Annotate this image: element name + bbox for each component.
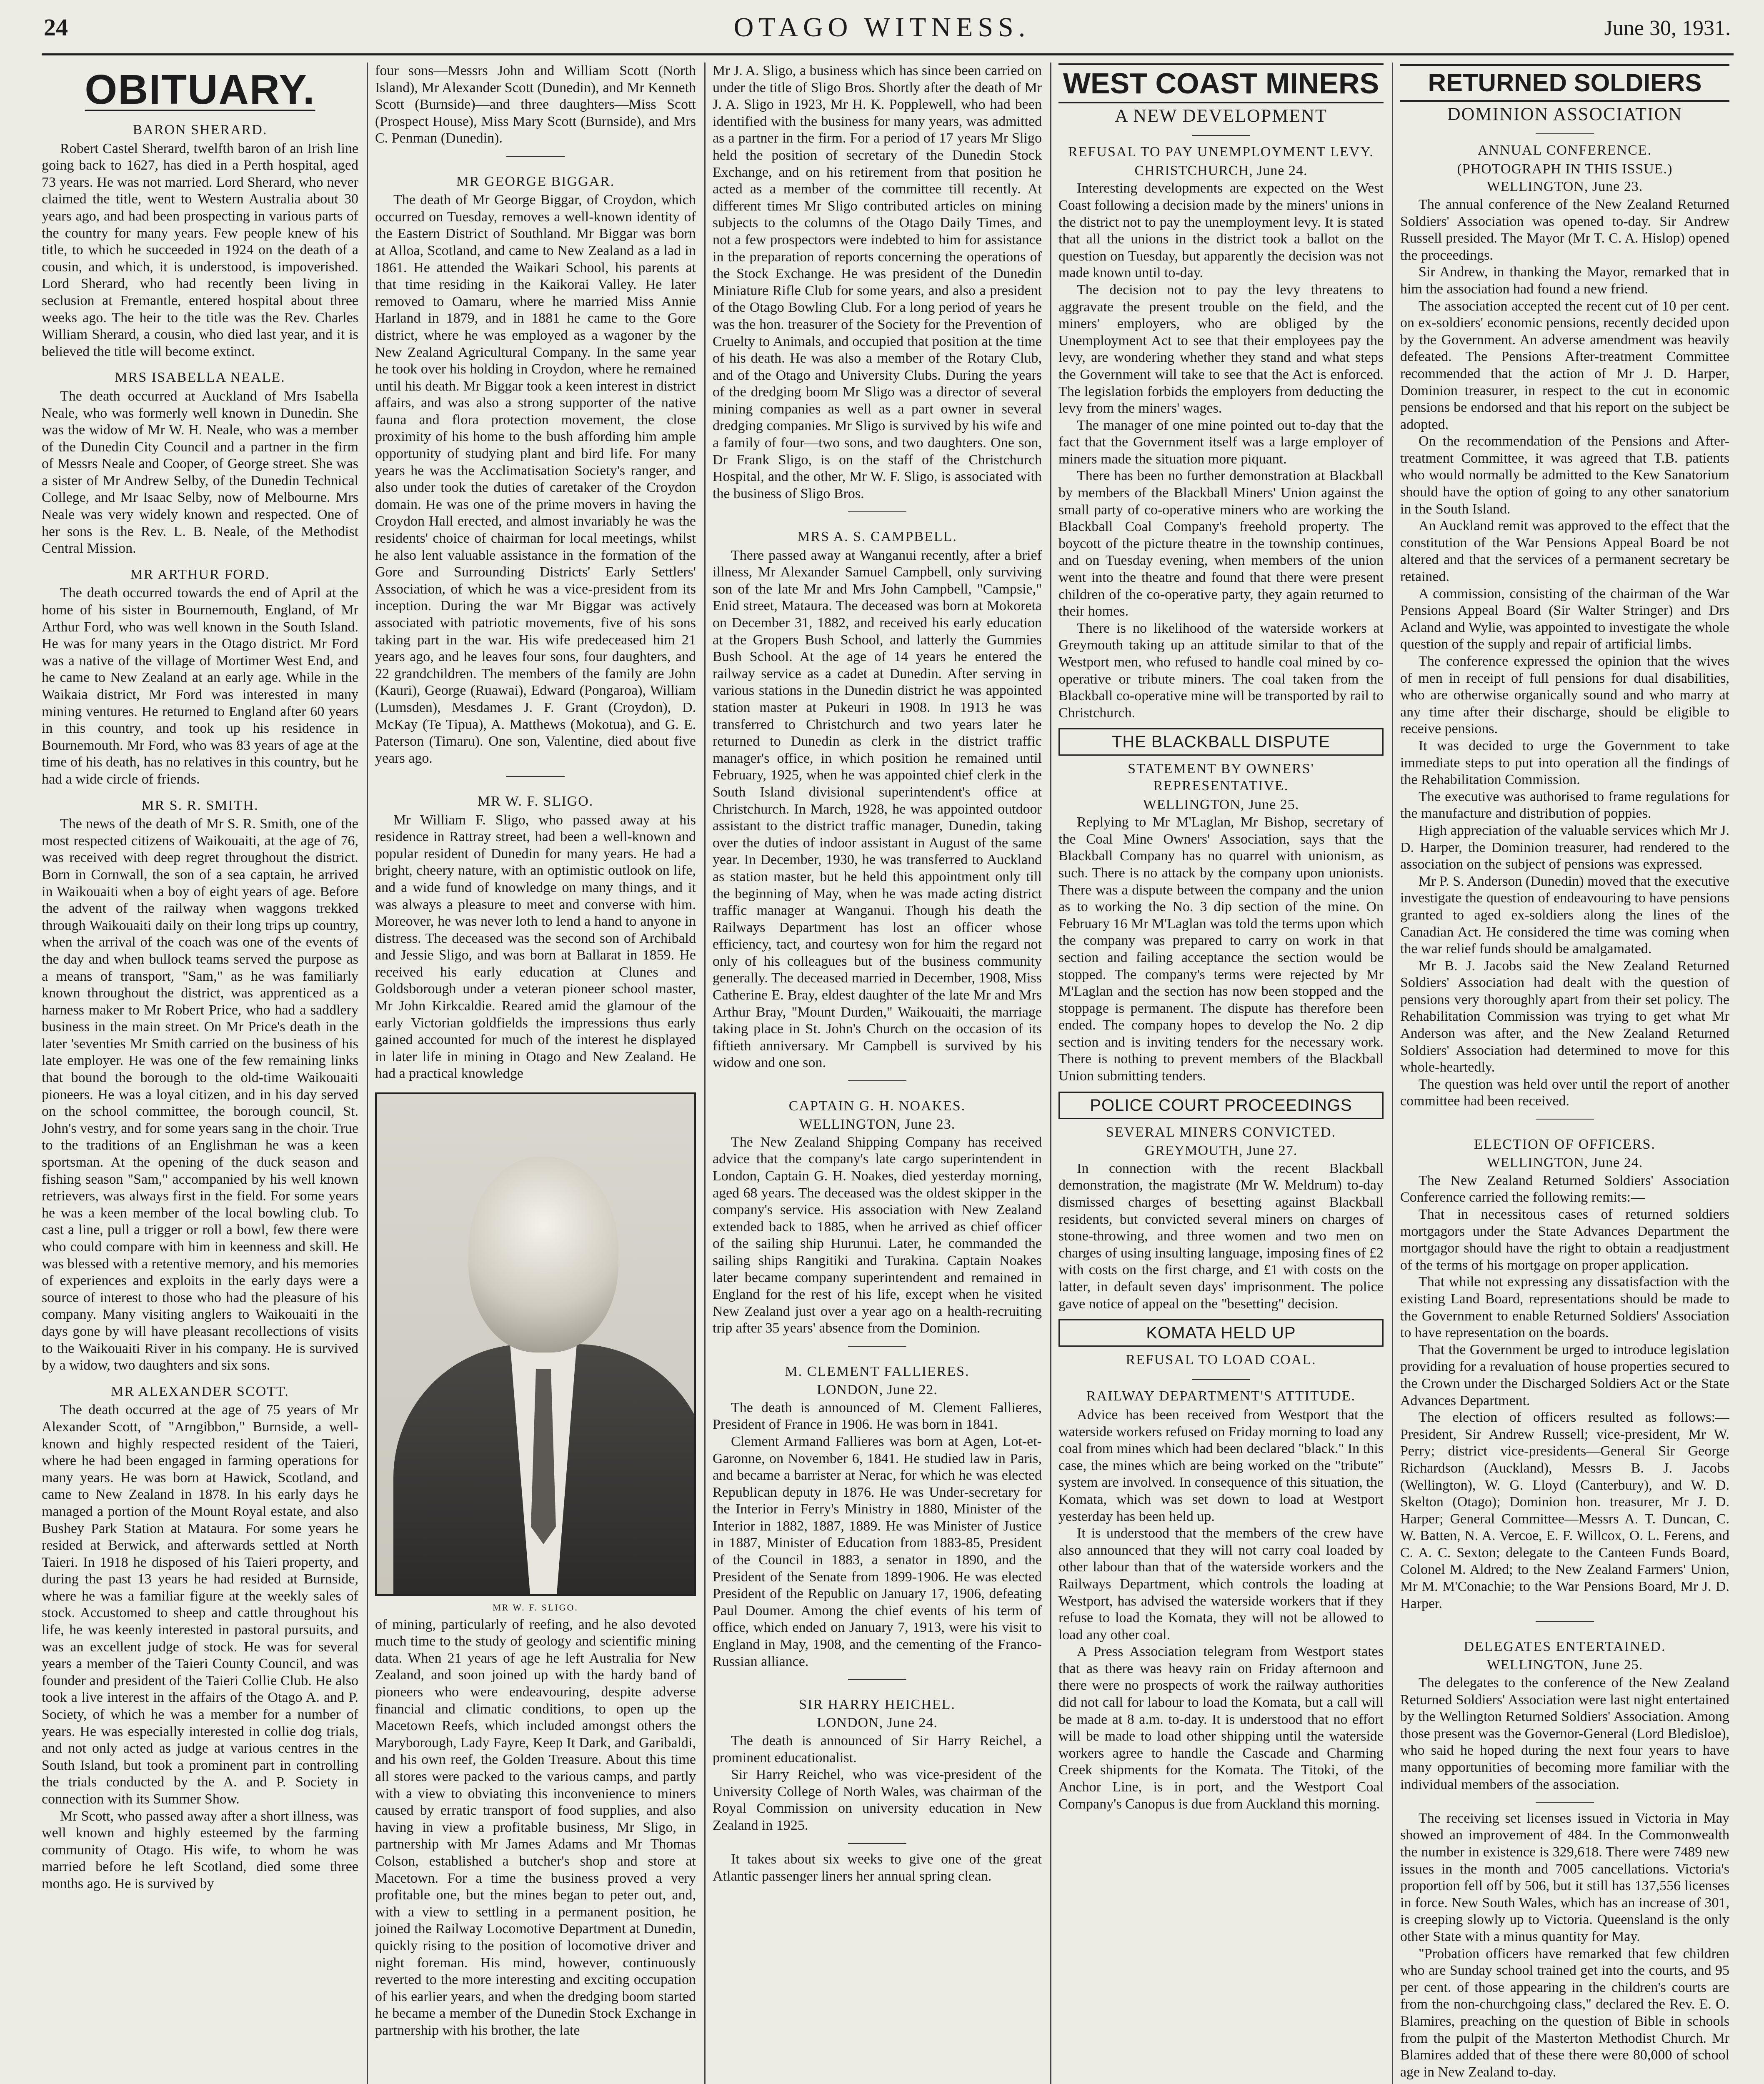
article-paragraph: It is understood that the members of the crew have also announced that they will not carry coal loaded by other labour than that of the waterside workers and the Railways Department, which controls the loading at Westport, has advised the waterside workers that if they refuse to load the Komata, they will not be allowed to load any other coal. [1058, 1525, 1384, 1643]
section-subtitle: A NEW DEVELOPMENT [1115, 105, 1327, 126]
divider [1400, 1793, 1729, 1810]
divider [375, 147, 696, 164]
article-paragraph: The election of officers resulted as follows:—President, Sir Andrew Russell; vice-president, Mr W. Perry; district vice-presidents—General Sir George Richardson (Auckland), Messrs B. J. Jacobs (Wellington), W. G. Lloyd (Canterbury), and W. D. Skelton (Otago); Dominion hon. treasurer, Mr J. D. Harper; General Committee—Messrs A. T. Duncan, C. W. Batten, N. A. Vercoe, E. F. Willcox, O. L. Ferens, and C. A. C. Sexton; delegate to the Canteen Funds Board, Colonel M. Aldred; to the New Zealand Farmers' Union, Mr M. M'Conachie; to the War Pensions Board, Mr J. D. Harper. [1400, 1410, 1729, 1611]
article-paragraph: The executive was authorised to frame regulations for the manufacture and distribution of poppies. [1400, 789, 1729, 822]
article-paragraph: There is no likelihood of the waterside workers at Greymouth taking up an attitude similar to that of the Westport men, who refused to handle coal mined by co-operative or tribute miners. The coal taken from the Blackball co-operative mine will be transported by rail to Christchurch. [1058, 620, 1384, 721]
article-paragraph: The delegates to the conference of the New Zealand Returned Soldiers' Association were last night entertained by the Wellington Returned Soldiers' Association. Among those present was the Governor-General (Lord Bledisloe), who said he hoped during the next four years to have many opportunities of becoming more familiar with the individual members of the association. [1400, 1675, 1729, 1792]
column-rule [367, 63, 368, 2084]
article-heading: MRS A. S. CAMPBELL. [797, 529, 957, 545]
article-text: Mr J. A. Sligo, a business which has since been carried on under the title of Sligo Bros. Shortly after the death of Mr J. A. Sligo in 1923, Mr H. K. Popplewell, who had been identified with the business for many years, was admitted as a partner in the firm. For a period of 17 years Mr Sligo held the position of secretary of the Dunedin Stock Exchange, and on his retirement from that position he acted as a member of the committee till recently. At different times Mr Sligo contributed articles on mining subjects to the columns of the Otago Daily Times, and not a few prospectors were indebted to him for assistance in the preparation of reports concerning the operations of the Stock Exchange. He was president of the Dunedin Miniature Rifle Club for some years, and also a president of the Otago Bowling Club. For a long period of years he was the hon. treasurer of the Society for the Prevention of Cruelty to Animals, and occupied that position at the time of his death. He was also a member of the Rotary Club, and of the Otago and University Clubs. During the years of the dredging boom Mr Sligo was a director of several mining companies as well as a part owner in several dredging companies. Mr Sligo is survived by his wife and a family of four—two sons, and two daughters. One son, Dr Frank Sligo, is on the staff of the Christchurch Hospital, and the other, Mr W. F. Sligo, is associated with the business of Sligo Bros. [713, 63, 1042, 501]
article-text: of mining, particularly of reefing, and he also devoted much time to the study of geology and scientific mining data. When 21 years of age he left Australia for New Zealand, and soon joined up with the hardy band of pioneers who were endeavouring, despite adverse financial and climatic conditions, to open up the Macetown Reefs, which included amongst others the Maryborough, Lady Fayre, Keep It Dark, and Garibaldi, and his own reef, the Golden Treasure. About this time all stores were packed to the various camps, and partly with a view to obviating this inconvenience to miners caused by erratic transport of food supplies, and also having in view a profitable business, Mr Sligo, in partnership with Mr James Adams and Mr Thomas Colson, established a butcher's shop and store at Macetown. For a time the business proved a very profitable one, but the mines began to peter out, and, with a view to settling in a permanent position, he joined the Railway Locomotive Department at Dunedin, quickly rising to the position of locomotive driver and night foreman. His mind, however, continuously reverted to the more interesting and exciting occupation of his earlier years, and when the dredging boom started he became a member of the Dunedin Stock Exchange in partnership with his brother, the late [375, 1616, 696, 2038]
page-number: 24 [44, 14, 68, 41]
article-paragraph: The question was held over until the report of another committee had been received. [1400, 1076, 1729, 1109]
dateline: WELLINGTON, June 25. [1486, 1657, 1643, 1673]
article-heading: ELECTION OF OFFICERS. [1474, 1136, 1656, 1152]
dateline: WELLINGTON, June 23. [799, 1117, 956, 1132]
dateline: GREYMOUTH, June 27. [1144, 1143, 1298, 1159]
article-heading: MR W. F. SLIGO. [477, 793, 594, 809]
filler-note: The receiving set licenses issued in Victoria in May showed an improvement of 484. In the Commonwealth the number in existence is 329,618. There were 7489 new issues in the month and 7005 cancellations. Victoria's proportion fell off by 506, but it still has 137,556 licenses in force. New South Wales, which has an increase of 301, is creeping slowly up to Victoria. Queensland is the only other State with a minus quantity for May. [1400, 1810, 1729, 1944]
article-text: The death is announced of Sir Harry Reichel, a prominent educationalist. [713, 1733, 1042, 1766]
article-text: The New Zealand Shipping Company has received advice that the company's late cargo superintendent in London, Captain G. H. Noakes, died yesterday morning, aged 68 years. The deceased was the oldest skipper in the company's service. His association with New Zealand extended back to 1885, when he arrived as chief officer of the sailing ship Hurunui. Later, he commanded the sailing ships Rangitiki and Turakina. Captain Noakes later became company superintendent and remained in England for the rest of his life, except when he visited New Zealand just over a year ago on a health-recruiting trip after 35 years' absence from the Dominion. [713, 1134, 1042, 1336]
dateline: LONDON, June 22. [817, 1382, 938, 1398]
article-paragraph: An Auckland remit was approved to the effect that the constitution of the War Pensions Appeal Board be not altered and that the services of a permanent secretary be retained. [1400, 518, 1729, 585]
dateline: WELLINGTON, June 23. [1486, 179, 1643, 195]
article-paragraph: That the Government be urged to introduce legislation providing for a revaluation of house properties secured to the Crown under the Discharged Soldiers Act or the State Advances Department. [1400, 1342, 1729, 1408]
article-paragraph: High appreciation of the valuable services which Mr J. D. Harper, the Dominion treasurer, had rendered to the association on the subject of pensions was expressed. [1400, 822, 1729, 872]
section-subtitle: RAILWAY DEPARTMENT'S ATTITUDE. [1086, 1388, 1356, 1404]
masthead: OTAGO WITNESS. [733, 12, 1031, 43]
section-subtitle: SEVERAL MINERS CONVICTED. [1106, 1124, 1336, 1140]
article-text: four sons—Messrs John and William Scott (North Island), Mr Alexander Scott (Dunedin), and Mr Kenneth Scott (Burnside)—and three daughters—Miss Scott (Prospect House), Miss Mary Scott (Burnside), and Mrs C. Penman (Dunedin). [375, 63, 696, 146]
dateline: CHRISTCHURCH, June 24. [1134, 163, 1308, 178]
divider [713, 1670, 1042, 1687]
article-paragraph: The New Zealand Returned Soldiers' Association Conference carried the following remits:— [1400, 1172, 1729, 1205]
article-heading: MR GEORGE BIGGAR. [456, 173, 615, 189]
dateline: WELLINGTON, June 24. [1486, 1155, 1643, 1171]
photo-note: (PHOTOGRAPH IN THIS ISSUE.) [1457, 161, 1673, 177]
article-text: In connection with the recent Blackball demonstration, the magistrate (Mr W. Meldrum) to-day dismissed charges of besetting against Blackball residents, but convicted several miners on charges of stone-throwing, and three women and two men on charges of using insulting language, imposing fines of £2 with costs on the first charge, and £1 with costs on the latter, in default seven days' imprisonment. The police gave notice of appeal on the "besetting" decision. [1058, 1160, 1384, 1312]
article-paragraph: A commission, consisting of the chairman of the War Pensions Appeal Board (Sir Walter Stringer) and Drs Acland and Wylie, was appointed to investigate the whole question of the supply and repair of artificial limbs. [1400, 586, 1729, 652]
article-text: The death occurred at the age of 75 years of Mr Alexander Scott, of "Arngibbon," Burnside, a well-known and highly respected resident of the Taieri, where he had been engaged in farming operations for many years. He was born at Hawick, Scotland, and came to New Zealand in 1878. In his early days he managed a portion of the Mount Royal estate, and also Bushey Park Station at Mataura. For some years he resided at Berwick, and afterwards settled at North Taieri. In 1918 he disposed of his Taieri property, and during the past 13 years he had resided at Burnside, where he was a familiar figure at the weekly sales of stock. Accustomed to sheep and cattle throughout his life, he was keenly interested in pastoral pursuits, and was an excellent judge of stock. He was for several years a member of the Taieri County Council, and was founder and president of the Taieri Collie Club. He also took a live interest in the affairs of the Otago A. and P. Society, of which he was a member for a number of years. He was especially interested in collie dog trials, and not only acted as judge at various centres in the South Island, but took a prominent part in controlling the trials conducted by the A. and P. Society in connection with its Summer Show. [42, 1402, 358, 1807]
divider [1058, 1370, 1384, 1388]
divider [713, 1337, 1042, 1354]
section-subtitle: STATEMENT BY OWNERS' REPRESENTATIVE. [1128, 761, 1314, 794]
issue-date: June 30, 1931. [1604, 16, 1731, 40]
divider [713, 1834, 1042, 1851]
divider [1058, 126, 1384, 143]
header-rule [42, 53, 1734, 55]
dateline: LONDON, June 24. [817, 1715, 938, 1731]
article-paragraph: On the recommendation of the Pensions and After-treatment Committee, it was agreed that T.B. patients who would normally be admitted to the Kew Sanatorium should have the option of going to any other sanatorium in the South Island. [1400, 433, 1729, 517]
section-title: RETURNED SOLDIERS [1400, 64, 1729, 102]
article-heading: DELEGATES ENTERTAINED. [1464, 1638, 1666, 1654]
column-rule [1050, 63, 1051, 2084]
article-heading: MR S. R. SMITH. [141, 797, 259, 813]
divider [713, 502, 1042, 519]
portrait-photo [375, 1092, 696, 1596]
filler-note: "Probation officers have remarked that few children who are Sunday school trained get into the courts, and 95 per cent. of those appearing in the children's courts are from the non-churchgoing class," declared the Rev. E. O. Blamires, preaching on the question of Bible in schools from the pulpit of the Masterton Methodist Church. Mr Blamires added that of these there were 80,000 of school age in New Zealand to-day. [1400, 1946, 1729, 2080]
section-subtitle: ANNUAL CONFERENCE. [1477, 143, 1652, 158]
section-subtitle: REFUSAL TO PAY UNEMPLOYMENT LEVY. [1068, 144, 1374, 160]
section-heading: KOMATA HELD UP [1058, 1319, 1384, 1347]
obituary-title: OBITUARY. [85, 66, 315, 113]
article-text: The death of Mr George Biggar, of Croydon, which occurred on Tuesday, removes a well-known identity of the Eastern District of Southland. Mr Biggar was born at Alloa, Scotland, and came to New Zealand as a lad in 1861. He attended the Waikari School, his parents at that time residing in the Kaikorai Valley. He later removed to Oamaru, where he married Miss Annie Harland in 1879, and in 1881 he came to the Gore district, where he was employed as a wagoner by the New Zealand Agricultural Company. In the same year he took over his holding in Croydon, where he remained until his death. Mr Biggar took a keen interest in district affairs, and was also a strong supporter of the native fauna and flora protection movement, the close proximity of his home to the bush affording him ample opportunity of studying plant and bird life. For many years he was the Acclimatisation Society's ranger, and also under took the duties of caretaker of the Croydon domain. He was one of the prime movers in having the Croydon Hall erected, and almost invariably he was the residents' choice of chairman for local meetings, whilst he also lent valuable assistance in the formation of the Gore and Surrounding Districts' Early Settlers' Association, of which he was a vice-president from its inception. During the war Mr Biggar was actively associated with patriotic movements, five of his sons taking part in the war. His wife predeceased him 21 years ago, and he leaves four sons, four daughters, and 22 grandchildren. The members of the family are John (Kauri), George (Ruawai), Edward (Pongaroa), William (Lumsden), Mesdames J. F. Grant (Croydon), D. McKay (Te Tipua), A. Matthews (Mokotua), and G. E. Paterson (Timaru). One son, Valentine, died about five years ago. [375, 192, 696, 766]
article-heading: BARON SHERARD. [133, 122, 268, 138]
column-2 [375, 63, 696, 2084]
article-paragraph: Sir Andrew, in thanking the Mayor, remarked that in him the association had found a new friend. [1400, 264, 1729, 297]
filler-note: It takes about six weeks to give one of the great Atlantic passenger liners her annual spring clean. [713, 1851, 1042, 1884]
article-heading: M. CLEMENT FALLIERES. [785, 1363, 970, 1379]
article-paragraph: That while not expressing any dissatisfaction with the existing Land Board, representations should be made to the Government to enable Returned Soldiers' Association to have representation on the boards. [1400, 1274, 1729, 1341]
article-text: There passed away at Wanganui recently, after a brief illness, Mr Alexander Samuel Campbell, only surviving son of the late Mr and Mrs John Campbell, "Campsie," Enid street, Mataura. The deceased was born at Mokoreta on December 31, 1882, and received his early education at the Gropers Bush School, and latterly the Gummies Bush School. At the age of 14 years he entered the railway service as a cadet at Dunedin. After serving in various stations in the Dunedin district he was appointed station master at Pukeuri in 1908. In 1913 he was transferred to Christchurch and two years later he returned to Dunedin as clerk in the district traffic manager's office, in which position he remained until February, 1925, when he was appointed chief clerk in the South Island divisional superintendent's office at Christchurch. In March, 1928, he was appointed outdoor assistant to the district traffic manager, Dunedin, taking over the duties of indoor assistant in August of the same year. In December, 1930, he was transferred to Auckland as station master, but he held this appointment only till the beginning of May, when he was made acting district traffic manager at Wanganui. Though his death the Railways Department has lost an officer whose efficiency, tact, and courtesy won for him the regard not only of his colleagues but of the business community generally. The deceased married in December, 1908, Miss Catherine E. Bray, eldest daughter of the late Mr and Mrs Arthur Bray, "Mount Durden," Waikouaiti, the marriage taking place in St. John's Church on the occasion of its fiftieth anniversary. Mr Campbell is survived by his widow and one son. [713, 547, 1042, 1071]
section-heading: THE BLACKBALL DISPUTE [1058, 728, 1384, 756]
article-text: Mr Scott, who passed away after a short illness, was well known and highly esteemed by the farming community of Otago. His wife, to whom he was married before he left Scotland, died some three months ago. He is survived by [42, 1808, 358, 1891]
article-paragraph: Interesting developments are expected on the West Coast following a decision made by the miners' unions in the district not to pay the unemployment levy. It is stated that all the unions in the district took a ballot on the question on Tuesday, but apparently the decision was not made known until to-day. [1058, 180, 1384, 281]
section-subtitle: DOMINION ASSOCIATION [1447, 104, 1683, 124]
article-paragraph: The conference expressed the opinion that the wives of men in receipt of full pensions for dual disabilities, who are otherwise organically sound and who marry at any time after their discharge, should be eligible to receive pensions. [1400, 654, 1729, 737]
article-text: Robert Castel Sherard, twelfth baron of an Irish line going back to 1627, has died in a Perth hospital, aged 73 years. He was not married. Lord Sherard, who never claimed the title, went to Western Australia about 30 years ago, and had been prospecting in various parts of the country for many years. Few people knew of his title, to which he succeeded in 1924 on the death of a cousin, and which, it is understood, is impoverished. Lord Sherard, who had recently been living in seclusion at Fremantle, entered hospital about three weeks ago. The heir to the title was the Rev. Charles William Sherard, a cousin, who died last year, and it is believed the title will become extinct. [42, 140, 358, 359]
section-heading: POLICE COURT PROCEEDINGS [1058, 1092, 1384, 1119]
article-text: The death occurred at Auckland of Mrs Isabella Neale, who was formerly well known in Dunedin. She was the widow of Mr W. H. Neale, who was a member of the Dunedin City Council and a partner in the firm of Messrs Neale and Cooper, of George street. She was a sister of Mr Andrew Selby, of the Dunedin Technical College, and Mr Isaac Selby, now of Melbourne. Mrs Neale was very widely known and respected. One of her sons is the Rev. L. B. Neale, of the Methodist Central Mission. [42, 388, 358, 556]
article-paragraph: Advice has been received from Westport that the waterside workers refused on Friday morning to load any coal from mines which had been declared "black." In this case, the mines which are being worked on the "tribute" system are involved. In consequence of this situation, the Komata, which was set down to load at Westport yesterday has been held up. [1058, 1407, 1384, 1524]
divider [1400, 1612, 1729, 1629]
article-text: The death is announced of M. Clement Fallieres, President of France in 1906. He was born in 1841. [713, 1400, 1042, 1433]
article-heading: CAPTAIN G. H. NOAKES. [788, 1098, 966, 1114]
column-5 [1400, 63, 1729, 2084]
section-title: WEST COAST MINERS [1058, 63, 1384, 103]
divider [375, 767, 696, 784]
article-text: The news of the death of Mr S. R. Smith, one of the most respected citizens of Waikouaiti, at the age of 76, was received with deep regret throughout the district. Born in Cornwall, the son of a sea captain, he arrived in Waikouaiti when a boy of eight years of age. Before the advent of the railway when waggons trekked through Waikouaiti daily on their long trips up country, when the arrival of the coach was one of the events of the day and when bullock teams served the purpose as a means of transport, "Sam," as he was familiarly known throughout the district, was apprenticed as a harness maker to Mr Robert Price, who had a saddlery business in the main street. On Mr Price's death in the later 'seventies Mr Smith carried on the business of his late employer. He was one of the few remaining links that bound the borough to the old-time Waikouaiti pioneers. He was a loyal citizen, and in his day served on the school committee, the borough council, St. John's vestry, and for some years sang in the choir. True to the traditions of an Englishman he was a keen sportsman. At the opening of the duck season and fishing season "Sam," accompanied by his well known retrievers, was always first in the field. For some years he was a keen member of the local bowling club. To cast a line, pull a trigger or roll a bowl, few there were who could compare with him in keenness and skill. He was blessed with a retentive memory, and his memories of experiences and exploits in the early days were a source of interest to those who had the pleasure of his company. Many visiting anglers to Waikouaiti in the days gone by will have pleasant recollections of visits to the Waikouaiti River in his company. He is survived by a widow, two daughters and six sons. [42, 816, 358, 1373]
page-header [0, 0, 1764, 54]
column-rule [1392, 63, 1393, 2084]
portrait-head [468, 1157, 618, 1353]
column-3 [713, 63, 1042, 2084]
column-rule [704, 63, 706, 2084]
article-paragraph: The decision not to pay the levy threatens to aggravate the present trouble on the field, and the miners' employers, who are obliged by the Unemployment Act to see that their employees pay the levy, are wondering whether they stand and what steps the Government will take to see that the Act is enforced. The legislation forbids the employers from deducting the levy from the miners' wages. [1058, 282, 1384, 416]
article-text: Sir Harry Reichel, who was vice-president of the University College of North Wales, was chairman of the Royal Commission on university education in New Zealand in 1925. [713, 1767, 1042, 1833]
dateline: WELLINGTON, June 25. [1143, 797, 1299, 812]
divider [1400, 1110, 1729, 1127]
article-text: Mr William F. Sligo, who passed away at his residence in Rattray street, had been a well-known and popular resident of Dunedin for many years. He had a bright, cheery nature, with an optimistic outlook on life, and a wide fund of knowledge on many things, and it was always a pleasure to meet and converse with him. Moreover, he was never loth to lend a hand to anyone in distress. The deceased was the second son of Archibald and Jessie Sligo, and was born at Ballarat in 1859. He received his early education at Clunes and Goldsborough under a veteran pioneer school master, Mr John Kirkcaldie. Reared amid the glamour of the early Victorian goldfields the impressions thus early gained accounted for much of the interest he displayed in later life in mining in Otago and New Zealand. He had a practical knowledge [375, 812, 696, 1082]
divider [713, 1072, 1042, 1089]
divider [1400, 125, 1729, 142]
article-paragraph: Mr B. J. Jacobs said the New Zealand Returned Soldiers' Association had dealt with the question of pensions very thoroughly apart from their set policy. The Rehabilitation Commission was trying to get what Mr Anderson was after, and the New Zealand Returned Soldiers' Association had determined to move for this whole-heartedly. [1400, 958, 1729, 1075]
section-subtitle: REFUSAL TO LOAD COAL. [1126, 1352, 1316, 1368]
column-4 [1058, 63, 1384, 2084]
article-heading: SIR HARRY HEICHEL. [799, 1696, 956, 1712]
article-paragraph: The manager of one mine pointed out to-day that the fact that the Government itself was a large employer of miners made the situation more piquant. [1058, 417, 1384, 467]
article-paragraph: A Press Association telegram from Westport states that as there was heavy rain on Friday afternoon and there were no prospects of work the railway authorities did not call for labour to load the Komata, but a call will be made at 8 a.m. to-day. It is understood that no effort will be made to load other shipping until the waterside workers agree to handle the Cascade and Charming Creek shipments for the Komata. The Titoki, of the Anchor Line, is in port, and the Westport Coal Company's Canopus is due from Auckland this morning. [1058, 1644, 1384, 1812]
article-heading: MR ALEXANDER SCOTT. [111, 1383, 289, 1399]
column-1 [42, 63, 358, 2084]
article-heading: MRS ISABELLA NEALE. [115, 370, 285, 386]
article-paragraph: That in necessitous cases of returned soldiers mortgagors under the State Advances Department the mortgagor should have the right to obtain a readjustment of the terms of his mortgage on proper application. [1400, 1207, 1729, 1273]
article-paragraph: Mr P. S. Anderson (Dunedin) moved that the executive investigate the question of endeavouring to have pensions granted to aged ex-soldiers along the lines of the Canadian Act. He considered the time was coming when the war relief funds should be amalgamated. [1400, 873, 1729, 957]
article-paragraph: The annual conference of the New Zealand Returned Soldiers' Association was opened to-day. Sir Andrew Russell presided. The Mayor (Mr T. C. A. Hislop) opened the proceedings. [1400, 196, 1729, 263]
photo-caption: MR W. F. SLIGO. [493, 1602, 578, 1613]
article-text: Clement Armand Fallieres was born at Agen, Lot-et-Garonne, on November 6, 1841. He studied law in Paris, and became a barrister at Nerac, for which he was elected Republican deputy in 1876. He was Under-secretary for the Interior in Ferry's Ministry in 1880, Minister of the Interior in 1882, 1887, 1889. He was Minister of Justice in 1887, Minister of Education from 1883-85, President of the Council in 1883, a senator in 1890, and the President of the Senate from 1899-1906. He was elected President of the Republic on January 17, 1906, defeating Paul Doumer. Among the chief events of his term of office, which ended on January 7, 1913, were his visit to England in May, 1908, and the cementing of the Franco-Russian alliance. [713, 1433, 1042, 1669]
article-paragraph: The association accepted the recent cut of 10 per cent. on ex-soldiers' economic pensions, recently decided upon by the Government. An adverse amendment was heavily defeated. The Pensions After-treatment Committee recommended that the action of Mr J. D. Harper, Dominion treasurer, in respect to the cut in economic pensions be endorsed and that his report on the subject be adopted. [1400, 298, 1729, 432]
article-text: The death occurred towards the end of April at the home of his sister in Bournemouth, England, of Mr Arthur Ford, who was well known in the South Island. He was for many years in the Otago district. Mr Ford was a native of the village of Mortimer West End, and he came to New Zealand at an early age. While in the Waikaia district, Mr Ford was interested in many mining ventures. He returned to England after 60 years in this country, and took up his residence in Bournemouth. Mr Ford, who was 83 years of age at the time of his death, has no relatives in this country, but he had a wide circle of friends. [42, 585, 358, 787]
article-heading: MR ARTHUR FORD. [130, 566, 270, 582]
article-paragraph: It was decided to urge the Government to take immediate steps to put into operation all the findings of the Rehabilitation Commission. [1400, 738, 1729, 788]
article-paragraph: There has been no further demonstration at Blackball by members of the Blackball Miners' Union against the small party of co-operative miners who are working the Blackball Coal Company's freehold property. The boycott of the picture theatre in the township continues, and on Tuesday evening, when members of the union went into the theatre and found that there were present children of the co-operative party, they again returned to their homes. [1058, 468, 1384, 619]
article-text: Replying to Mr M'Laglan, Mr Bishop, secretary of the Coal Mine Owners' Association, says that the Blackball Company has no quarrel with unionism, as such. There is no attack by the company upon unionists. There was a dispute between the company and the union as to working the No. 3 dip section of the mine. On February 16 Mr M'Laglan was told the terms upon which the company was prepared to carry on work in that section and failing acceptance the section would be stopped. The company's terms were rejected by Mr M'Laglan and the section has now been stopped and the stoppage is permanent. The dispute has therefore been ended. The company hopes to develop the No. 2 dip section and is inviting tenders for the necessary work. There is nothing to prevent members of the Blackball Union submitting tenders. [1058, 814, 1384, 1084]
